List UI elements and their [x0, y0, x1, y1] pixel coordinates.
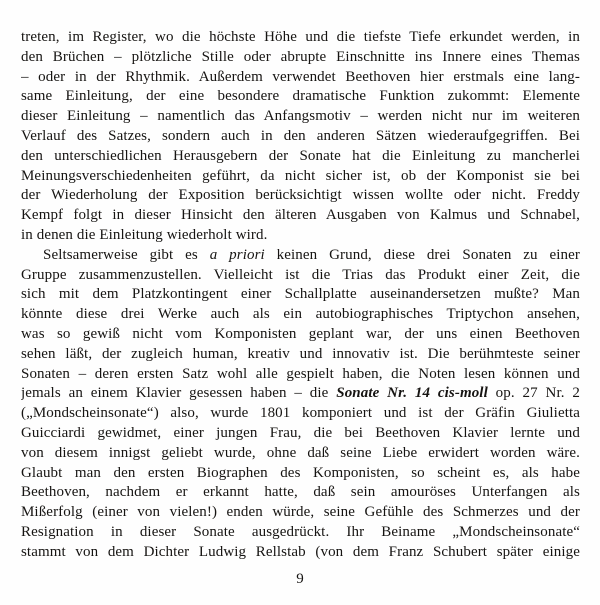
- text-line: [21, 503, 580, 523]
- text-line: [21, 167, 580, 187]
- text-line: [21, 444, 580, 464]
- body-text: was so gewiß nicht vom Komponisten geplant war, der uns einen Beethoven: [21, 325, 580, 342]
- text-line: [21, 87, 580, 107]
- body-text: Meinungsverschiedenheiten geführt, da nicht sicher ist, ob der Komponist sie bei: [21, 167, 580, 184]
- text-line: [21, 523, 580, 543]
- body-text: („Mondscheinsonate“) also, wurde 1801 komponiert und ist der Gräfin Giulietta: [21, 405, 580, 422]
- page-text-block: [21, 28, 580, 563]
- body-text: sehen läßt, der zugleich human, kreativ und innovativ ist. Die berühmteste seiner: [21, 345, 580, 362]
- body-text: – oder in der Rhythmik. Außerdem verwendet Beethoven hier erstmals eine lang-: [21, 68, 580, 85]
- body-text: Sonaten – deren ersten Satz wohl alle gespielt haben, die Noten lesen können und: [21, 365, 580, 382]
- text-line: [21, 127, 580, 147]
- body-text: keinen Grund, diese drei Sonaten zu einer: [264, 246, 580, 263]
- text-line: [21, 365, 580, 385]
- text-line: [21, 28, 580, 48]
- body-text: sich mit dem Platzkontingent einer Schallplatte auseinandersetzen mußte? Man: [21, 286, 580, 303]
- emphasized-text: a priori: [209, 246, 265, 263]
- body-text: Kempf folgt in dieser Hinsicht den älteren Ausgaben von Kalmus und Schnabel,: [21, 207, 580, 224]
- body-text: Beethoven, nachdem er erkannt hatte, daß sein amouröses Unterfangen als: [21, 484, 580, 501]
- text-line: [21, 325, 580, 345]
- text-line: [21, 266, 580, 286]
- body-text: Mißerfolg (einer von vielen!) enden würde, seine Gefühle des Schmerzes und der: [21, 504, 580, 521]
- text-line: [21, 48, 580, 68]
- body-text: könnte diese drei Werke auch als ein autobiographisches Triptychon ansehen,: [21, 306, 580, 323]
- body-text: den unterschiedlichen Herausgebern der Sonate hat die Einleitung zu mancherlei: [21, 147, 580, 164]
- paragraph: [21, 28, 580, 246]
- text-line: [21, 226, 580, 246]
- text-line: [21, 345, 580, 365]
- text-line: [21, 107, 580, 127]
- body-text: in denen die Einleitung wiederholt wird.: [21, 226, 268, 243]
- text-line: [21, 305, 580, 325]
- body-text: Verlauf des Satzes, sondern auch in den anderen Sätzen wiederaufgegriffen. Bei: [21, 127, 580, 144]
- text-line: [21, 246, 580, 266]
- text-line: [21, 483, 580, 503]
- text-line: [21, 384, 580, 404]
- body-text: Guicciardi gewidmet, einer jungen Frau, die bei Beethoven Klavier lernte und: [21, 424, 580, 441]
- body-text: same Einleitung, der eine besondere dramatische Funktion zukommt: Elemente: [21, 88, 580, 105]
- paragraph: [21, 246, 580, 563]
- text-line: [21, 206, 580, 226]
- body-text: Gruppe zusammenzustellen. Vielleicht ist die Trias das Produkt einer Zeit, die: [21, 266, 580, 283]
- emphasized-text: Sonate Nr. 14 cis-moll: [336, 385, 488, 402]
- body-text: stammt von dem Dichter Ludwig Rellstab (von dem Franz Schubert später einige: [21, 543, 580, 560]
- text-line: [21, 285, 580, 305]
- text-line: [21, 68, 580, 88]
- body-text: der Wiederholung der Exposition berücksichtigt wissen wollte oder nicht. Freddy: [21, 187, 580, 204]
- text-line: [21, 464, 580, 484]
- body-text: von diesem innigst geliebt wurde, ohne daß seine Liebe erwidert worden wäre.: [21, 444, 580, 461]
- text-line: [21, 424, 580, 444]
- text-line: [21, 186, 580, 206]
- body-text: Seltsamerweise gibt es: [43, 246, 210, 263]
- page-number: 9: [296, 571, 304, 587]
- text-line: [21, 543, 580, 563]
- body-text: dieser Einleitung – namentlich das Anfangsmotiv – werden nicht nur im weiteren: [21, 108, 580, 125]
- body-text: jemals an einem Klavier gesessen haben – die: [21, 385, 337, 402]
- body-text: treten, im Register, wo die höchste Höhe und die tiefste Tiefe erkundet werden, in: [21, 29, 580, 45]
- body-text: Glaubt man den ersten Biographen des Komponisten, so scheint es, als habe: [21, 464, 580, 481]
- body-text: Resignation in dieser Sonate ausgedrückt. Ihr Beiname „Mondscheinsonate“: [21, 523, 580, 540]
- text-line: [21, 147, 580, 167]
- text-line: [21, 404, 580, 424]
- body-text: den Brüchen – plötzliche Stille oder abrupte Einschnitte ins Innere eines Themas: [21, 48, 580, 65]
- body-text: op. 27 Nr. 2: [487, 385, 580, 402]
